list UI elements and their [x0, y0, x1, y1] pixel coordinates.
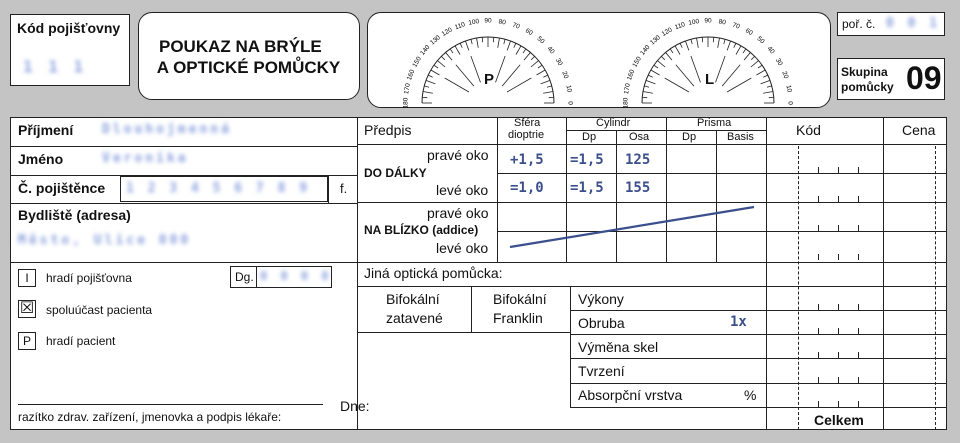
percent-label: % [744, 387, 757, 403]
vymena-label: Výměna skel [578, 339, 659, 355]
vykony-label: Výkony [578, 291, 624, 307]
gauge-tick [531, 61, 539, 67]
gauge-tick-label: 90 [704, 17, 712, 25]
dalky-prave-cyl[interactable]: =1,5 [570, 152, 604, 168]
kod-tick [818, 225, 819, 231]
jmeno-label: Jméno [18, 151, 64, 167]
gauge-tick [763, 75, 768, 77]
kod-pojistovny-value: 1 1 1 [23, 57, 87, 76]
gauge-guide [507, 78, 531, 92]
gauge-tick [446, 52, 452, 60]
title-line2: A OPTICKÉ POMŮCKY [156, 58, 341, 77]
signature-label: razítko zdrav. zařízení, jmenovka a podpis lékaře: [18, 410, 282, 424]
gauge-guide [722, 65, 740, 86]
gauge-tick-label: 170 [623, 82, 632, 95]
dalky-prave-sfera[interactable]: +1,5 [510, 152, 544, 168]
gauge-tick [751, 56, 755, 60]
gauge-tick-label: 110 [673, 21, 687, 32]
predpis-label: Předpis [364, 122, 412, 138]
por-c-label: poř. č. [842, 17, 876, 31]
gauge-tick [697, 38, 699, 48]
gauge-tick [531, 56, 535, 60]
title-box [138, 12, 360, 100]
gauge-tick-label: 60 [744, 27, 754, 38]
gauge-tick-label: 50 [755, 35, 766, 46]
gauge-tick [670, 49, 673, 53]
kod-tick [818, 328, 819, 334]
gauge-guide [727, 78, 751, 92]
gauge-tick [424, 86, 429, 87]
bydliste-label: Bydliště (adresa) [18, 207, 131, 223]
gauge-tick [727, 41, 730, 50]
kod-tick [838, 254, 839, 260]
gauge-tick [516, 46, 521, 55]
gauge-letter-p: P [484, 71, 495, 88]
por-c-box [837, 12, 945, 36]
hradi-pacient-label: hradí pacient [46, 334, 116, 348]
kod-tick [838, 196, 839, 202]
gauge-guide [502, 65, 520, 86]
kod-tick [858, 377, 859, 383]
gauge-tick-label: 160 [406, 68, 417, 82]
jmeno-value[interactable]: Veronika [102, 151, 189, 166]
gauge-tick [646, 80, 655, 83]
kod-tick [818, 377, 819, 383]
basis-label: Basis [727, 131, 754, 143]
bif-franklin-line1[interactable]: Bifokální [493, 291, 547, 307]
pojistence-value: 1 2 3 4 5 6 7 8 9 [126, 181, 311, 196]
dalky-prave-osa[interactable]: 125 [625, 152, 651, 168]
gauge-tick-label: 10 [784, 84, 793, 93]
gauge-tick-label: 20 [780, 70, 790, 80]
pojistence-label: Č. pojištěnce [18, 180, 106, 196]
gauge-tick [724, 39, 725, 44]
gauge-svg [368, 13, 832, 109]
gauge-tick [428, 75, 433, 77]
gauge-tick-label: 150 [411, 55, 423, 69]
hradi-pojistovna-label: hradí pojišťovna [46, 271, 132, 285]
kod-tick [858, 352, 859, 358]
dalky-leve-osa[interactable]: 155 [625, 180, 651, 196]
skupina-box [837, 58, 945, 100]
gauge-guide [471, 56, 481, 82]
kod-tick [818, 254, 819, 260]
dalky-leve-cyl[interactable]: =1,5 [570, 180, 604, 196]
gauge-letter-l: L [705, 71, 715, 88]
gauge-tick [426, 80, 435, 83]
gauge-tick-label: 180 [622, 97, 630, 109]
gauge-tick-label: 10 [564, 84, 573, 93]
gauge-tick [477, 38, 479, 48]
kod-tick [838, 225, 839, 231]
gauge-tick [460, 43, 462, 48]
cena-dashed-guide [935, 146, 936, 430]
gauge-tick [465, 41, 468, 50]
gauge-tick-label: 100 [467, 18, 480, 27]
dioptrie-label: dioptrie [508, 129, 545, 141]
prisma-dp-label: Dp [682, 131, 697, 143]
kod-tick [818, 167, 819, 173]
cylindr-label: Cylindr [596, 117, 631, 129]
kod-tick [858, 328, 859, 334]
gauge-tick [744, 52, 750, 60]
gauge-tick-label: 0 [786, 101, 794, 105]
gauge-tick [423, 92, 433, 94]
gauge-tick [536, 70, 545, 75]
tvrzeni-label: Tvrzení [578, 363, 625, 379]
kod-pojistovny-box [10, 14, 130, 86]
prijmeni-label: Příjmení [18, 122, 74, 138]
kod-header: Kód [796, 122, 821, 138]
gauge-right-eye [403, 18, 574, 109]
kod-tick [858, 304, 859, 310]
kod-pojistovny-label: Kód pojišťovny [17, 20, 121, 36]
kod-tick [838, 167, 839, 173]
gauge-tick-label: 50 [535, 35, 546, 46]
gauge-tick [431, 70, 440, 75]
gauge-tick-label: 30 [773, 57, 784, 67]
gauge-tick [471, 39, 472, 44]
gauge-tick [524, 52, 530, 60]
gauge-tick [543, 75, 548, 77]
gauge-left-eye [623, 18, 794, 109]
cyl-dp-label: Dp [582, 131, 597, 143]
gauge-tick [643, 92, 653, 94]
gauge-tick [685, 41, 688, 50]
gauge-tick-label: 60 [524, 27, 534, 38]
gauge-tick-label: 40 [765, 45, 776, 56]
gauge-tick [538, 65, 542, 68]
gauge-tick [543, 92, 553, 94]
kod-tick [858, 167, 859, 173]
spoluucast-label: spoluúčast pacienta [46, 303, 153, 317]
gauge-tick [661, 56, 665, 60]
gauge-tick [718, 38, 720, 48]
kod-tick [818, 401, 819, 407]
gauge-tick [498, 38, 500, 48]
gauge-guide [691, 56, 701, 82]
gauge-tick-label: 180 [402, 97, 410, 109]
gauge-tick-label: 110 [453, 21, 467, 32]
gauge-guide [496, 56, 506, 82]
absorpcni-label: Absorpční vrstva [578, 387, 683, 403]
skupina-value: 09 [906, 60, 942, 96]
kod-tick [818, 304, 819, 310]
gauge-tick-label: 170 [403, 82, 412, 95]
gauge-tick [657, 61, 665, 67]
celkem-label: Celkem [814, 412, 864, 428]
gauge-tick-label: 80 [498, 18, 507, 27]
kod-tick [818, 196, 819, 202]
bif-zatavene-line2[interactable]: zatavené [386, 310, 443, 326]
spoluucast-checkbox[interactable]: ☒ [19, 300, 35, 317]
gauge-tick [691, 39, 692, 44]
gauge-tick [523, 49, 526, 53]
dne-label: Dne: [340, 398, 370, 414]
gauge-tick [437, 61, 445, 67]
gauge-tick [541, 80, 550, 83]
kod-tick [858, 401, 859, 407]
kod-dashed-guide [798, 146, 799, 430]
dalky-leve-label: levé oko [436, 182, 489, 198]
gauge-tick-label: 120 [660, 26, 674, 38]
gauge-box [367, 12, 831, 108]
kod-tick [838, 352, 839, 358]
gauge-tick [547, 86, 552, 87]
cena-header: Cena [902, 122, 936, 138]
gauge-tick [763, 92, 773, 94]
gauge-tick [651, 70, 660, 75]
jina-pomucka-label: Jiná optická pomůcka: [364, 265, 503, 281]
skupina-label1: Skupina [841, 65, 888, 79]
gauge-tick-label: 90 [484, 17, 492, 25]
gauge-tick [680, 43, 682, 48]
do-dalky-label: DO DÁLKY [364, 166, 427, 180]
gauge-tick [756, 70, 765, 75]
gauge-tick [751, 61, 759, 67]
gauge-guide [716, 56, 726, 82]
gauge-tick [434, 65, 438, 68]
gauge-guide [445, 78, 469, 92]
kod-tick [858, 225, 859, 231]
gauge-guide [665, 78, 689, 92]
gauge-tick [507, 41, 510, 50]
gauge-tick [761, 80, 770, 83]
gauge-guide [676, 65, 694, 86]
gauge-tick [734, 43, 736, 48]
gauge-tick [504, 39, 505, 44]
gauge-tick [743, 49, 746, 53]
gauge-tick [758, 65, 762, 68]
gauge-tick-label: 70 [511, 21, 521, 31]
gauge-tick-label: 40 [545, 45, 556, 56]
f-label: f. [340, 181, 348, 196]
kod-tick [858, 196, 859, 202]
blizko-leve-label: levé oko [436, 240, 489, 256]
gauge-tick [648, 75, 653, 77]
gauge-tick [514, 43, 516, 48]
gauge-tick [644, 86, 649, 87]
gauge-tick-label: 100 [687, 18, 700, 27]
gauge-tick-label: 150 [631, 55, 643, 69]
gauge-tick-label: 160 [626, 68, 637, 82]
gauge-tick-label: 140 [639, 44, 652, 57]
kod-tick [838, 401, 839, 407]
bydliste-value[interactable]: Město, Ulice 000 [18, 233, 192, 248]
dg-label: Dg. [235, 270, 254, 284]
title-line1: POUKAZ NA BRÝLE [159, 37, 322, 56]
gauge-tick [767, 86, 772, 87]
dalky-leve-sfera[interactable]: =1,0 [510, 180, 544, 196]
gauge-tick [675, 46, 680, 55]
gauge-tick [450, 49, 453, 53]
kod-tick [818, 352, 819, 358]
gauge-tick [666, 52, 672, 60]
gauge-guide [456, 65, 474, 86]
osa-label: Osa [629, 131, 650, 143]
dg-value: 0 0 0 0 [260, 269, 332, 283]
gauge-tick [654, 65, 658, 68]
hradi-pojistovna-checkbox[interactable]: I [18, 269, 36, 287]
kod-tick [858, 254, 859, 260]
gauge-tick [441, 56, 445, 60]
por-c-value: 0 0 1 [886, 16, 941, 31]
obruba-value[interactable]: 1x [730, 314, 747, 330]
gauge-tick-label: 30 [553, 57, 564, 67]
skupina-label2: pomůcky [841, 80, 894, 94]
gauge-tick-label: 140 [419, 44, 432, 57]
gauge-tick-label: 120 [440, 26, 454, 38]
prijmeni-value[interactable]: Dlouhojmenná [102, 122, 232, 137]
gauge-tick-label: 20 [560, 70, 570, 80]
gauge-tick-label: 80 [718, 18, 727, 27]
bif-zatavene-line1[interactable]: Bifokální [386, 291, 440, 307]
kod-tick [838, 304, 839, 310]
bif-franklin-line2[interactable]: Franklin [493, 310, 543, 326]
hradi-pacient-checkbox[interactable]: P [18, 332, 36, 350]
na-blizko-label: NA BLÍZKO (addice) [364, 223, 479, 237]
sfera-label: Sféra [514, 117, 541, 129]
gauge-tick [736, 46, 741, 55]
gauge-tick-label: 0 [566, 101, 574, 105]
gauge-tick [455, 46, 460, 55]
kod-tick [838, 377, 839, 383]
obruba-label: Obruba [578, 315, 625, 331]
gauge-tick-label: 130 [429, 34, 442, 47]
gauge-tick-label: 130 [649, 34, 662, 47]
prisma-label: Prisma [697, 117, 732, 129]
dalky-prave-label: pravé oko [427, 147, 489, 163]
blizko-prave-label: pravé oko [427, 205, 489, 221]
kod-tick [838, 328, 839, 334]
gauge-tick-label: 70 [731, 21, 741, 31]
